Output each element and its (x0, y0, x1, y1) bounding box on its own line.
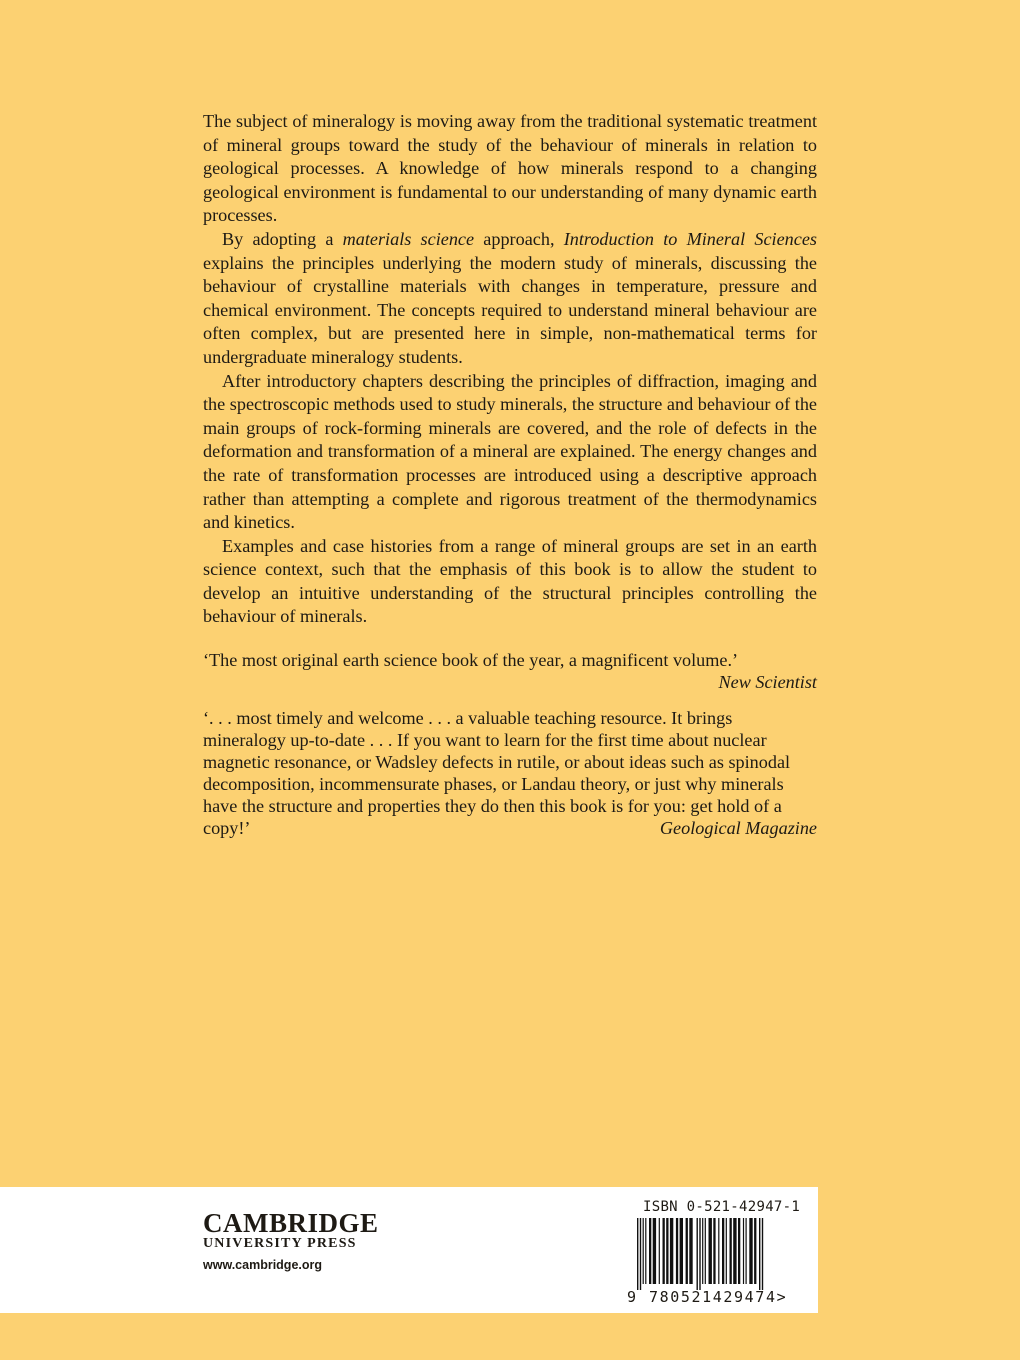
barcode-bar (659, 1218, 660, 1284)
text-segment: By adopting a (222, 228, 343, 249)
barcode-bar (702, 1218, 703, 1284)
barcode-bar (733, 1218, 736, 1284)
italic-text: Introduction to Mineral Sciences (563, 228, 817, 249)
text-segment: Examples and case histories from a range of mineral groups are set in an earth science context, such that the emphasis of this book is to allow the student to develop an intuitive understanding of the structural principles controlling the behaviour of minerals. (203, 535, 817, 627)
barcode-first-digit: 9 (627, 1288, 637, 1306)
barcode-bar (749, 1218, 752, 1284)
text-segment: explains the principles underlying the modern study of minerals, discussing the behaviour of crystalline materials with changes in temperature, pressure and chemical environment. The concepts required to understand mineral behaviour are often complex, but are presented here in simple, non-mathematical terms for undergraduate mineralogy students. (203, 252, 817, 367)
isbn-label: ISBN 0-521-42947-1 (643, 1199, 801, 1215)
barcode-bar (759, 1218, 760, 1290)
review-geological-magazine (203, 707, 817, 839)
review-source: Geological Magazine (659, 818, 817, 839)
barcode-bar (645, 1218, 646, 1284)
description (203, 110, 817, 629)
barcode-bar (680, 1218, 683, 1284)
review-quote: ‘The most original earth science book of the year, a magnificent volume.’ (203, 650, 739, 671)
barcode-icon (623, 1218, 813, 1290)
barcode-bar (663, 1218, 665, 1284)
barcode-bar (699, 1218, 700, 1290)
barcode-bar (746, 1218, 747, 1284)
barcode-number: 780521429474> (649, 1288, 788, 1306)
barcode-bar (670, 1218, 673, 1284)
barcode-block (623, 1197, 813, 1307)
back-cover-blurb (203, 110, 817, 839)
barcode-end-mark: > (776, 1288, 788, 1306)
barcode-bar (762, 1218, 763, 1290)
barcode-bar (722, 1218, 724, 1284)
barcode-bar (640, 1218, 641, 1290)
barcode-bar (689, 1218, 692, 1284)
barcode-bar (653, 1218, 656, 1284)
barcode-bar (738, 1218, 740, 1284)
barcode-bar (643, 1218, 644, 1284)
barcode-bar (718, 1218, 719, 1284)
barcode-bar (649, 1218, 651, 1284)
barcode-bar (743, 1218, 744, 1284)
review-quote: ‘. . . most timely and welcome . . . a valuable teaching resource. It brings mineralogy up-to-date . . . If you want to learn for the first time about nuclear magnetic resonance, or Wadsley defects in rutile, or about ideas such as spinodal decomposition, incommensurate phases, or Landau theory, or just why minerals have the structure and properties they do then this book is for you: get hold of a copy!’ (203, 708, 791, 839)
publisher-logo (203, 1209, 379, 1273)
barcode-bar (676, 1218, 678, 1284)
barcode-bar (666, 1218, 668, 1284)
paragraph (203, 535, 817, 629)
publisher-name: CAMBRIDGE (203, 1208, 379, 1238)
text-segment: The subject of mineralogy is moving away from the traditional systematic treatment of mineral groups toward the study of the behaviour of minerals in relation to geological processes. A knowledge of how minerals respond to a changing geological environment is fundamental to our understanding of many dynamic earth processes. (203, 111, 817, 226)
review-source: New Scientist (718, 672, 817, 693)
barcode-bar (637, 1218, 638, 1290)
barcode-bar (754, 1218, 756, 1284)
barcode-bar (705, 1218, 706, 1284)
publisher-subtitle: UNIVERSITY PRESS (203, 1236, 357, 1251)
publisher-footer (0, 1187, 818, 1313)
barcode-bar (709, 1218, 712, 1284)
review-new-scientist (203, 649, 817, 693)
barcode-bar (726, 1218, 727, 1284)
barcode-bar (697, 1218, 698, 1290)
barcode-bar (686, 1218, 688, 1284)
text-segment: approach, (474, 228, 564, 249)
paragraph (203, 110, 817, 228)
paragraph (203, 228, 817, 370)
barcode-bar (713, 1218, 715, 1284)
paragraph (203, 370, 817, 535)
text-segment: After introductory chapters describing the principles of diffraction, imaging and the spectroscopic methods used to study minerals, the structure and behaviour of the main groups of rock-forming minerals are covered, and the role of defects in the deformation and transformation of a mineral are explained. The energy changes and the rate of transformation processes are introduced using a descriptive approach rather than attempting a complete and rigorous treatment of the thermodynamics and kinetics. (203, 370, 817, 533)
italic-text: materials science (342, 228, 475, 249)
barcode-bar (730, 1218, 732, 1284)
publisher-url[interactable]: www.cambridge.org (203, 1258, 323, 1272)
